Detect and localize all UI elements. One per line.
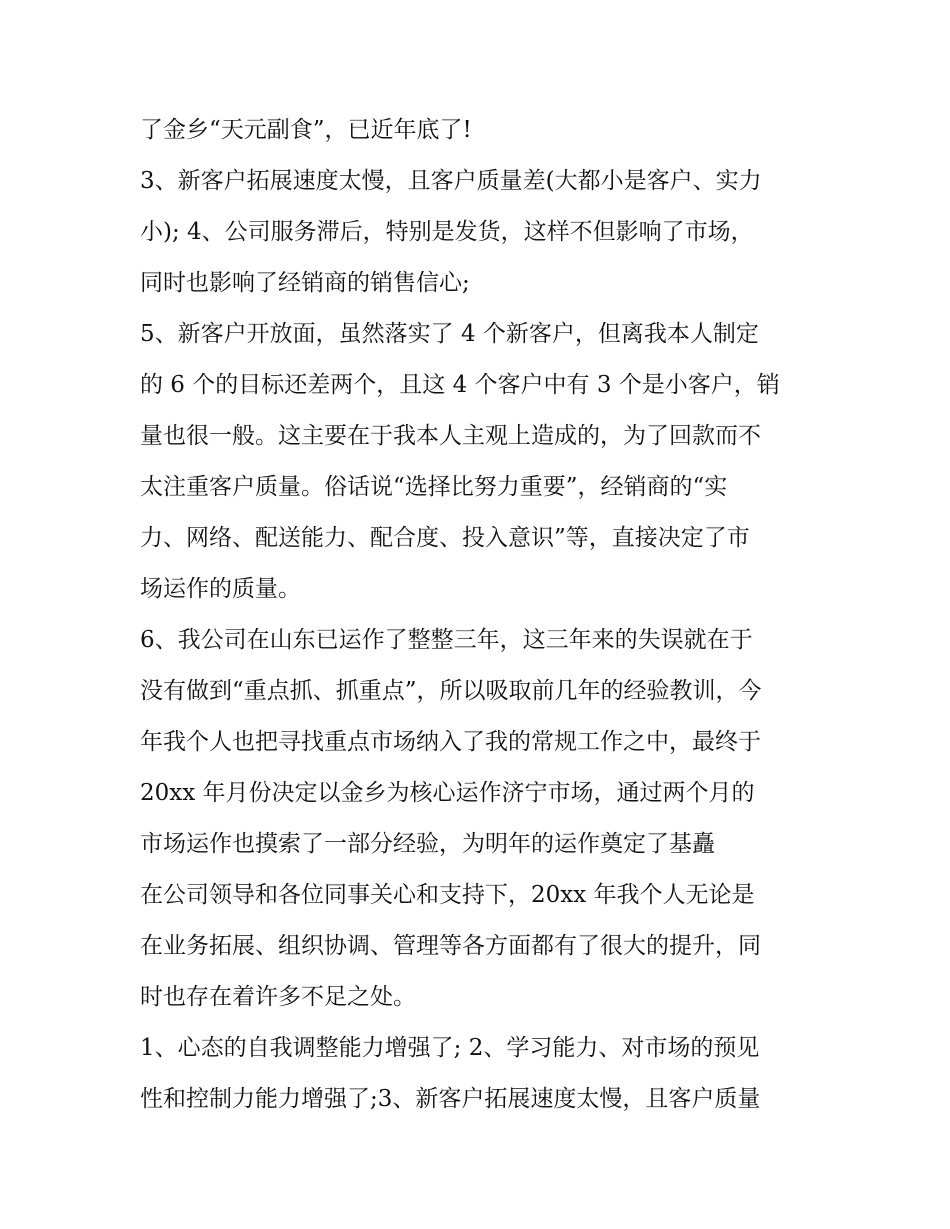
text-line: 量也很一般。这主要在于我本人主观上造成的，为了回款而不 (140, 423, 761, 449)
text-line: 太注重客户质量。俗话说“选择比努力重要”，经销商的“实 (140, 474, 728, 500)
text-line: 性和控制力能力增强了;3、新客户拓展速度太慢，且客户质量 (140, 1086, 761, 1112)
text-line: 3、新客户拓展速度太慢，且客户质量差(大都小是客户、实力 (140, 168, 762, 194)
text-line: 1、心态的自我调整能力增强了; 2、学习能力、对市场的预见 (140, 1035, 760, 1061)
text-line: 了金乡“天元副食”，已近年底了! (140, 117, 472, 143)
text-line: 20xx 年月份决定以金乡为核心运作济宁市场，通过两个月的 (140, 780, 755, 806)
text-line: 的 6 个的目标还差两个，且这 4 个客户中有 3 个是小客户，销 (140, 372, 780, 398)
document-body (140, 105, 820, 1125)
text-line: 年我个人也把寻找重点市场纳入了我的常规工作之中，最终于 (140, 729, 761, 755)
text-line: 场运作的质量。 (140, 576, 301, 602)
text-line: 5、新客户开放面，虽然落实了 4 个新客户，但离我本人制定 (140, 321, 759, 347)
text-line: 同时也影响了经销商的销售信心; (140, 270, 470, 296)
text-line: 没有做到“重点抓、抓重点”，所以吸取前几年的经验教训，今 (140, 678, 762, 704)
text-line: 6、我公司在山东已运作了整整三年，这三年来的失误就在于 (140, 627, 753, 653)
text-line: 小); 4、公司服务滞后，特别是发货，这样不但影响了市场， (140, 219, 754, 245)
text-line: 时也存在着许多不足之处。 (140, 984, 416, 1010)
text-line: 在公司领导和各位同事关心和支持下，20xx 年我个人无论是 (140, 882, 755, 908)
text-line: 市场运作也摸索了一部分经验，为明年的运作奠定了基矗 (140, 831, 715, 857)
text-line: 在业务拓展、组织协调、管理等各方面都有了很大的提升，同 (140, 933, 761, 959)
text-line: 力、网络、配送能力、配合度、投入意识”等，直接决定了市 (140, 525, 750, 551)
